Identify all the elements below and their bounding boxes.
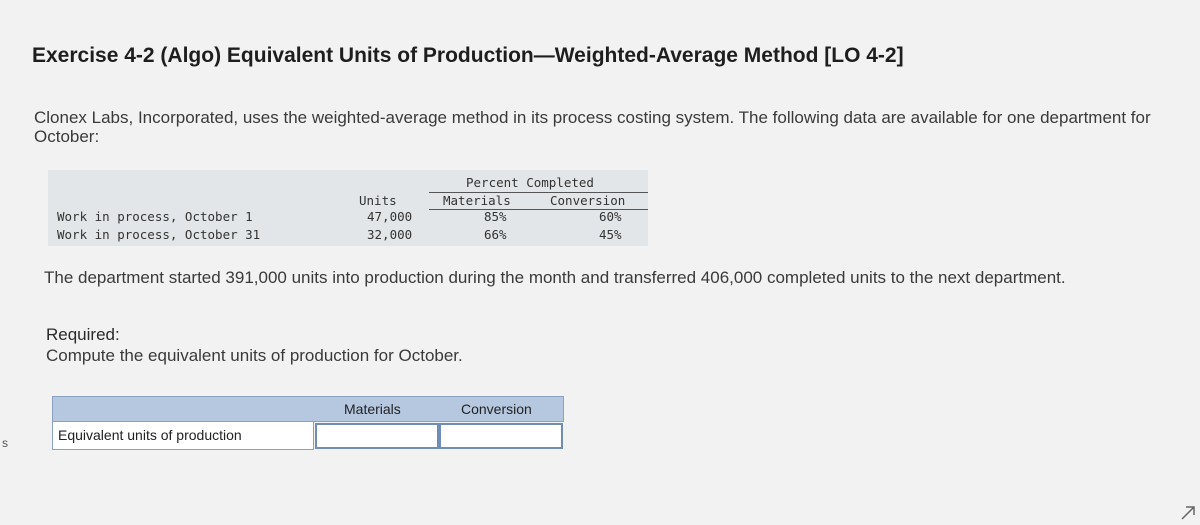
conversion-equivalent-units-input[interactable] bbox=[439, 423, 563, 449]
required-label: Required: bbox=[46, 325, 120, 344]
required-instruction: Compute the equivalent units of production for October. bbox=[46, 346, 463, 365]
expand-corner-icon[interactable] bbox=[1180, 505, 1196, 521]
row-label: Work in process, October 31 bbox=[57, 227, 261, 242]
materials-percent: 66% bbox=[484, 227, 507, 242]
units-column-header: Units bbox=[359, 193, 397, 208]
conversion-percent: 45% bbox=[599, 227, 622, 242]
materials-answer-header: Materials bbox=[344, 401, 401, 417]
narrative-text: The department started 391,000 units into production during the month and transferred 406,000 completed units to the next department. bbox=[44, 268, 1066, 287]
answer-table bbox=[52, 396, 564, 450]
materials-equivalent-units-input[interactable] bbox=[315, 423, 439, 449]
edge-fragment-text: s bbox=[2, 436, 8, 450]
conversion-answer-header: Conversion bbox=[461, 401, 532, 417]
percent-completed-header: Percent Completed bbox=[466, 175, 594, 190]
equivalent-units-row-label: Equivalent units of production bbox=[52, 422, 314, 450]
units-value: 47,000 bbox=[367, 209, 413, 224]
conversion-column-header: Conversion bbox=[550, 193, 626, 208]
units-value: 32,000 bbox=[367, 227, 413, 242]
data-table bbox=[48, 170, 648, 246]
intro-text: Clonex Labs, Incorporated, uses the weighted-average method in its process costing system. The following data are available for one department for October: bbox=[34, 108, 1151, 146]
materials-column-header: Materials bbox=[443, 193, 511, 208]
exercise-title: Exercise 4-2 (Algo) Equivalent Units of Production—Weighted-Average Method [LO 4-2] bbox=[32, 44, 904, 67]
row-label: Work in process, October 1 bbox=[57, 209, 253, 224]
conversion-percent: 60% bbox=[599, 209, 622, 224]
materials-percent: 85% bbox=[484, 209, 507, 224]
